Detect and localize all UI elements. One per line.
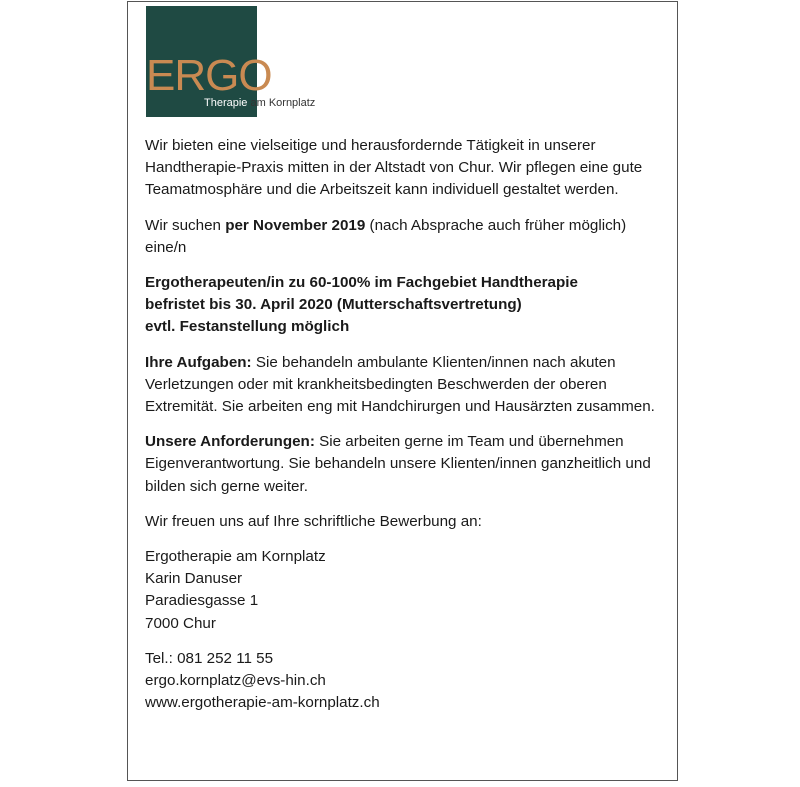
intro-paragraph: Wir bieten eine vielseitige und herausfordernde Tätigkeit in unserer Handtherapie-Praxis mitten in der Altstadt von Chur. Wir pflegen eine gute Teamatmosphäre und die Arbeitszeit kann individuell gestaltet werden. xyxy=(145,137,643,199)
position-line-1: Ergotherapeuten/in zu 60-100% im Fachgebiet Handtherapie xyxy=(145,274,578,292)
search-suffix: (nach Absprache auch früher möglich) eine/n xyxy=(145,216,627,256)
contact-website[interactable]: www.ergotherapie-am-kornplatz.ch xyxy=(145,694,380,712)
logo-tagline xyxy=(204,96,315,110)
requirements-label: Unsere Anforderungen: xyxy=(145,433,315,451)
requirements-paragraph xyxy=(145,431,670,498)
job-ad-body xyxy=(145,135,670,727)
requirements-text: Sie arbeiten gerne im Team und übernehmen Eigenverantwortung. Sie behandeln unsere Klienten/innen ganzheitlich und bilden sich gerne weiter. xyxy=(145,433,651,495)
search-paragraph xyxy=(145,215,670,259)
logo-tagline-outside: am Kornplatz xyxy=(250,97,316,109)
tasks-label: Ihre Aufgaben: xyxy=(145,353,252,371)
contact-phone: Tel.: 081 252 11 55 xyxy=(145,649,274,667)
tasks-text: Sie behandeln ambulante Klienten/innen nach akuten Verletzungen oder mit krankheitsbedingten Beschwerden der oberen Extremität. Sie arbeiten eng mit Handchirurgen und Hausärzten zusammen. xyxy=(145,353,655,416)
search-date: per November 2019 xyxy=(225,216,366,234)
tasks-paragraph xyxy=(145,352,670,419)
address-org: Ergotherapie am Kornplatz xyxy=(145,548,326,566)
position-line-2: befristet bis 30. April 2020 (Mutterschaftsvertretung) xyxy=(145,296,522,314)
address-street: Paradiesgasse 1 xyxy=(145,592,259,610)
position-title xyxy=(145,272,670,339)
logo-wordmark: ERGO xyxy=(146,51,272,100)
contact-email[interactable]: ergo.kornplatz@evs-hin.ch xyxy=(145,672,326,690)
closing-paragraph: Wir freuen uns auf Ihre schriftliche Bewerbung an: xyxy=(145,512,482,530)
address-city: 7000 Chur xyxy=(145,614,216,632)
search-prefix: Wir suchen xyxy=(145,216,226,234)
contact-block xyxy=(145,648,670,715)
address-block xyxy=(145,546,670,635)
logo-tagline-inside: Therapie xyxy=(204,97,251,109)
position-line-3: evtl. Festanstellung möglich xyxy=(145,318,350,336)
address-name: Karin Danuser xyxy=(145,570,243,588)
